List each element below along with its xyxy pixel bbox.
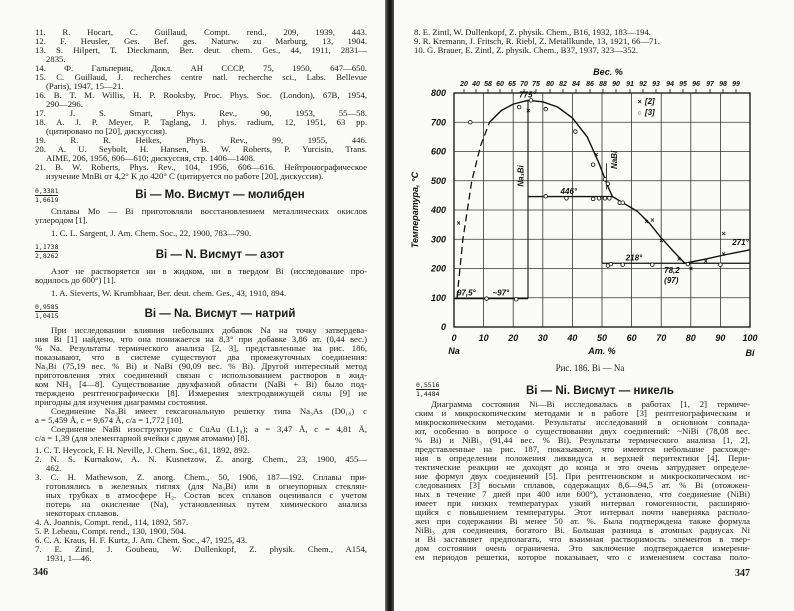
section-heading-bi-ni: Bi — Ni. Висмут — никель: [525, 385, 674, 397]
text-line: ния Bi [1] найдено, что она понижается на 8,3° при добавке 3,86 ат. (0,44 вес.): [35, 335, 367, 344]
annotation-label: 78,2: [664, 265, 680, 275]
reference-line: готовлялись в железных тиглях (для Na₃Bi) или в огнеупорных стеклян-: [46, 482, 367, 491]
text-line: ским и микроскопическим методами и в работе [3] рентгенографическим и: [415, 409, 750, 418]
text-line: Диаграмма состояния Ni—Bi исследовалась в работах [1, 2] термиче-: [431, 400, 750, 409]
annotation-label: ~97°: [492, 288, 510, 298]
data-point-circle: [608, 197, 612, 201]
data-point-circle: [574, 130, 578, 134]
liquidus-curve: [490, 100, 751, 263]
reference-item: 1. A. Sieverts, W. Krumbhaar, Ber. deut. chem. Ges., 43, 1910, 894.: [51, 289, 287, 298]
text-line: следованиях [3] восьми сплавов, содержащих 8,6—94,5 ат. % Bi (отожжен-: [415, 481, 750, 490]
text-line: и Bi заставляет предполагать, что взаимная растворимость элементов в твер-: [415, 535, 750, 544]
x-axis-label: Ат. %: [588, 346, 616, 356]
x-tick-label: 80: [685, 333, 696, 343]
reference-line: потерь на окисление (Na), установленных путем химического анализа: [46, 500, 367, 509]
annotation-label: (97): [664, 276, 679, 286]
text-line: ных в течение 7 дней при 400 или 600°), установлено, что соединение (NiBi): [415, 490, 750, 499]
data-point-circle: [544, 194, 548, 198]
top-wt-tick-label: 97: [706, 81, 714, 88]
reference-line: AIME, 206, 1956, 606—610; дискуссия, стр. 1406—1408.: [46, 154, 256, 163]
data-point-cross: ×: [644, 219, 649, 227]
y-tick-label: 500: [430, 175, 446, 186]
text-line: Соединение NaBi изоструктурно с CuAu (L1₀); a = 3,47 Å, c = 4,81 Å,: [51, 425, 367, 434]
y-tick-label: 100: [430, 292, 446, 303]
text-line: c/a = 1,39 (для элементарной ячейки с двумя атомами) [8].: [35, 434, 250, 443]
x-left-label: Na: [448, 346, 460, 356]
reference-line: 21. B. W. Roberts, Phys. Rev., 104, 1956, 606—616. Нейтронографическое: [35, 163, 367, 172]
reference-line: 7. E. Zintl, J. Goubeau, W. Dullenkopf, Z. physik. Chem., A154,: [35, 545, 367, 554]
x-tick-label: 20: [508, 333, 519, 343]
x-tick-label: 70: [656, 333, 667, 343]
reference-line: 13. S. Hilpert, T. Dieckmann, Ber. deut. chem. Ges., 44, 1911, 2831—: [35, 46, 367, 55]
reference-line: 20. A. U. Seybolt, H. Hansen, B. W. Roberts, P. Yurcisin, Trans.: [35, 145, 367, 154]
fraction-numerator: 0,3381: [35, 187, 59, 195]
y-tick-label: 700: [430, 117, 446, 128]
reference-line: 19. R. R. Heikes, Phys. Rev., 99, 1955, 446.: [35, 136, 367, 145]
data-point-circle: [485, 297, 489, 301]
top-wt-tick-label: 60: [496, 81, 504, 88]
reference-line: 2. N. S. Kurnakow, A. N. Kusnetzow, Z. anorg. Chem., 23, 1900, 455—: [35, 455, 367, 464]
top-wt-tick-label: 93: [652, 81, 660, 88]
y-tick-label: 200: [430, 263, 446, 274]
x-tick-label: 10: [478, 333, 489, 343]
text-line: углеродом [1].: [35, 216, 88, 225]
legend-marker: ×: [637, 99, 642, 107]
text-line: жен при содержании Bi менее 50 ат. %. Была подтверждена также формула: [415, 517, 750, 526]
reference-line: 462.: [46, 464, 62, 473]
data-point-cross: ×: [688, 266, 693, 273]
top-wt-tick-label: 20: [460, 81, 468, 88]
y-axis-label: Температура, °C: [410, 171, 420, 249]
page-number: 346: [33, 567, 48, 578]
top-wt-tick-label: 65: [508, 81, 516, 88]
fraction-denominator: 2,8262: [35, 252, 59, 260]
compound-label-na3bi: Na₃Bi: [516, 165, 526, 187]
data-point-cross: ×: [721, 230, 726, 238]
text-line: пригодны для изучения диаграммы состояния.: [35, 398, 208, 407]
data-point-circle: [606, 182, 610, 186]
reference-list-top: [414, 28, 734, 55]
y-tick-label: 300: [430, 234, 446, 245]
reference-line: 3. C. H. Mathewson, Z. anorg. Chem., 50, 1906, 187—192. Сплавы при-: [35, 473, 367, 482]
top-wt-tick-label: 82: [559, 81, 567, 88]
top-axis-title: Вес. %: [593, 67, 623, 77]
text-line: показывают, что в системе существуют два промежуточных соединения:: [35, 353, 367, 362]
reference-line: 12. F. Heusler, Ges. Bef. ges. Naturw. zu Marburg, 13, 1904.: [35, 37, 367, 46]
paragraph-bi-n: [35, 267, 367, 285]
text-line: % Na. Результаты термического анализа [2, 3], представленные на рис. 186,: [35, 344, 367, 353]
fraction-numerator: 0,9585: [35, 303, 59, 311]
data-point-circle: [621, 263, 625, 267]
section-heading-bi-n: Bi — N. Висмут — азот: [155, 249, 285, 261]
data-point-cross: ×: [525, 108, 531, 116]
data-point-circle: [565, 197, 569, 201]
x-tick-label: 50: [596, 333, 608, 343]
reference-line: 290—296.: [46, 100, 83, 109]
fraction-denominator: 1,0415: [35, 312, 59, 320]
text-line: дом состоянии очень ограничена. Это заключение подтверждается измерени-: [415, 544, 750, 553]
text-line: ем периодов решетки, которое показывает, что с изменением состава поло-: [415, 553, 750, 562]
data-point-circle: [591, 163, 595, 167]
top-wt-tick-label: 88: [599, 81, 607, 88]
y-tick-label: 400: [430, 205, 446, 215]
fraction-denominator: 1,4484: [416, 390, 440, 398]
reference-line: 6. C. A. Kraus, H. F. Kurtz, J. Am. Chem. Soc., 47, 1925, 43.: [35, 536, 248, 545]
reference-bi-mo: [35, 229, 367, 238]
reference-line: 10. G. Brauer, E. Zintl, Z. physik. Chem., B37, 1937, 323—352.: [414, 46, 639, 55]
reference-line: 16. B. T. M. Willis, H. P. Rooksby, Proc. Phys. Soc. (London), 67B, 1954,: [35, 91, 367, 100]
log-fraction-ni: [416, 381, 439, 398]
data-point-circle: [609, 262, 613, 266]
reference-line: 8. E. Zintl, W. Dullenkopf, Z. physik. Chem., B16, 1932, 183—194.: [414, 28, 651, 37]
reference-list-top: [35, 28, 367, 181]
data-point-circle: [468, 120, 472, 124]
annotation-label: 446°: [560, 186, 578, 196]
top-wt-tick-label: 40: [472, 81, 480, 88]
top-wt-tick-label: 75: [532, 81, 540, 88]
data-point-circle: [597, 197, 601, 201]
reference-line: 15. C. Guillaud, J. recherches centre natl. recherche sci., Labs. Bellevue: [35, 73, 367, 82]
reference-line: (цитировано по [20], дискуссия).: [46, 127, 168, 136]
data-point-cross: ×: [721, 251, 726, 259]
reference-line: 11. R. Hocart, C. Guillaud, Compt. rend., 209, 1939, 443.: [35, 28, 367, 37]
x-tick-label: 30: [537, 333, 548, 343]
reference-line: 1. C. T. Heycock, F. H. Neville, J. Chem. Soc., 61, 1892, 892.: [35, 446, 250, 455]
text-line: тверждено рентгенографически [8]. Измерения электродвижущей силы [9] не: [35, 389, 367, 398]
data-point-circle: [591, 197, 595, 201]
text-line: водилось до 600°) [1].: [35, 276, 116, 285]
log-fraction-na: [35, 303, 58, 320]
top-wt-tick-label: 96: [692, 81, 700, 88]
data-point-cross: ×: [676, 256, 682, 264]
text-line: Сплавы Mo — Bi приготовляли восстановлением металлических окислов: [51, 207, 367, 216]
reference-list-bi-na: [35, 446, 367, 563]
text-line: Азот не растворяется ни в жидком, ни в твердом Bi (исследование про-: [51, 267, 367, 276]
top-wt-tick-label: 98: [719, 81, 727, 88]
top-wt-tick-label: 70: [520, 81, 528, 88]
page-number: 347: [735, 568, 750, 579]
top-wt-tick-label: 80: [546, 81, 554, 88]
data-point-circle: [651, 263, 655, 267]
text-line: ют, особенно в вопросе о существовании двух соединений: ~NiBi (78,08 вес.: [415, 427, 750, 436]
top-wt-tick-label: 99: [732, 81, 740, 88]
data-point-circle: [719, 263, 723, 267]
fraction-numerator: 1,1738: [35, 243, 59, 251]
data-point-circle: [603, 177, 607, 181]
section-heading-bi-mo: Bi — Mo. Висмут — молибден: [135, 189, 305, 201]
paragraph-bi-ni: [415, 400, 750, 562]
data-point-cross: ×: [703, 258, 708, 266]
book-binding: [385, 0, 394, 611]
reference-line: 14. Ф. Гальперин, Докл. АН СССР, 75, 1950, 647—650.: [35, 64, 367, 73]
log-fraction-n: [35, 243, 58, 260]
top-wt-tick-label: 58: [484, 81, 492, 88]
data-point-cross: ×: [659, 238, 664, 246]
reference-line: 1931, 1—46.: [46, 554, 92, 563]
text-line: Соединение Na₃Bi имеет гексагональную решетку типа Na₃As (D0₁₈) с: [51, 407, 367, 416]
data-point-circle: [514, 297, 518, 301]
text-line: щийся с повышением температуры. Этот интервал почти наверняка располо-: [415, 508, 750, 517]
reference-line: 17. J. S. Smart, Phys. Rev., 90, 1953, 55—58.: [35, 109, 367, 118]
y-tick-label: 0: [440, 322, 446, 332]
text-line: При исследовании влияния небольших добавок Na на точку затвердева-: [51, 326, 367, 335]
paragraph-bi-na: [35, 326, 367, 443]
legend-marker: ○: [637, 110, 642, 118]
reference-line: 9. R. Kremann, J. Fritsch, R. Riebl, Z. Metallkunde, 13, 1921, 66—71.: [414, 37, 660, 46]
text-line: ния в определении положения ликвидуса и верхней перитектики [4]. Пери-: [415, 454, 750, 463]
text-line: имеет при низких температурах узкий интервал гомогенности, расширяю-: [415, 499, 750, 508]
top-wt-tick-label: 90: [612, 81, 620, 88]
data-point-circle: [686, 262, 690, 266]
phase-diagram-bi-na: [400, 60, 790, 360]
y-tick-label: 800: [430, 88, 446, 98]
text-line: % Bi) и NiBi₃ (91,44 вес. % Bi). Результаты термического анализа [1, 2],: [415, 436, 750, 445]
text-line: микроскопическим методами. Результаты исследований в основном совпада-: [415, 418, 750, 427]
legend-label: [2]: [644, 97, 655, 107]
fraction-numerator: 0,5516: [416, 381, 440, 389]
legend-label: [3]: [644, 108, 655, 118]
reference-line: изучение MnBi от 4,2° K до 420° C (цитируется по работе [20], дискуссия).: [46, 172, 324, 181]
section-heading-bi-na: Bi — Na. Висмут — натрий: [144, 308, 296, 320]
x-tick-label: 40: [567, 333, 578, 343]
text-line: NiBi₃ для соединения, богатого Bi. Большая разница в атомных радиусах Ni: [415, 526, 750, 535]
data-point-circle: [603, 197, 607, 201]
left-page: [0, 0, 386, 611]
text-line: a = 5,459 Å, c = 9,674 Å, c/a = 1,772 [10].: [35, 416, 184, 425]
x-tick-label: 100: [742, 333, 758, 343]
data-point-circle: [517, 105, 521, 109]
text-line: ние формул двух соединений [5]. При рентгеновском и микроскопическом ис-: [415, 472, 750, 481]
reference-line: некоторых сплавов.: [46, 509, 119, 518]
reference-item: 1. C. L. Sargent, J. Am. Chem. Soc., 22, 1900, 783—790.: [51, 229, 252, 238]
top-wt-tick-label: 86: [586, 81, 594, 88]
reference-line: 5. P. Lebeau, Compt. rend., 130, 1900, 504.: [35, 527, 187, 536]
reference-line: 4. A. Joannis, Compt. rend., 114, 1892, 587.: [35, 518, 189, 527]
log-fraction-mo: [35, 187, 58, 204]
paragraph-bi-mo: [35, 207, 367, 225]
x-tick-label: 60: [626, 333, 637, 343]
x-tick-label: 90: [715, 333, 726, 343]
top-wt-tick-label: 84: [572, 81, 580, 88]
annotation-label: 218°: [625, 253, 643, 263]
text-line: ком NH₃ [4—8]. Существование двухфазной области (NaBi + Bi) было под-: [35, 380, 367, 389]
reference-bi-n: [35, 289, 367, 298]
fraction-denominator: 1,6619: [35, 196, 59, 204]
compound-label-nabi: NaBi: [609, 150, 619, 170]
data-point-cross: ×: [594, 151, 599, 159]
annotation-label: 271°: [732, 238, 749, 248]
text-line: Na₃Bi (75,19 вес. % Bi) и NaBi (90,09 вес. % Bi). Другой интересный метод: [35, 362, 367, 371]
x-right-label: Bi: [745, 348, 755, 358]
x-tick-label: 0: [451, 333, 457, 343]
data-point-cross: ×: [650, 217, 655, 225]
top-wt-tick-label: 92: [639, 81, 647, 88]
data-point-circle: [544, 107, 548, 111]
reference-line: 18. A. J. P. Meyer, P. Taglang, J. phys. radium, 12, 1951, 63 pp.: [35, 118, 367, 127]
annotation-label: 775°: [519, 90, 536, 100]
text-line: приготовления этих соединений связан с использованием растворов в жид-: [35, 371, 367, 380]
text-line: тектические реакции не доходят до конца и это очень затрудняет определе-: [415, 463, 750, 472]
top-wt-tick-label: 94: [666, 81, 674, 88]
reference-line: ных трубках в атмосфере H₂. Состав всех сплавов оценивался с учетом: [46, 491, 367, 500]
top-wt-tick-label: 91: [626, 81, 634, 88]
y-tick-label: 600: [430, 146, 446, 157]
top-wt-tick-label: 95: [679, 81, 687, 88]
text-line: представленные на рис. 187, показывают, что имеются небольшие расхожде-: [415, 445, 750, 454]
data-point-circle: [621, 201, 625, 205]
reference-line: (Paris), 1947, 15—21.: [46, 82, 124, 91]
reference-line: 2835.: [46, 55, 66, 64]
annotation-label: 97,5°: [456, 288, 476, 298]
data-point-cross: ×: [456, 220, 461, 228]
figure-caption: Рис. 186. Bi — Na: [555, 363, 625, 373]
